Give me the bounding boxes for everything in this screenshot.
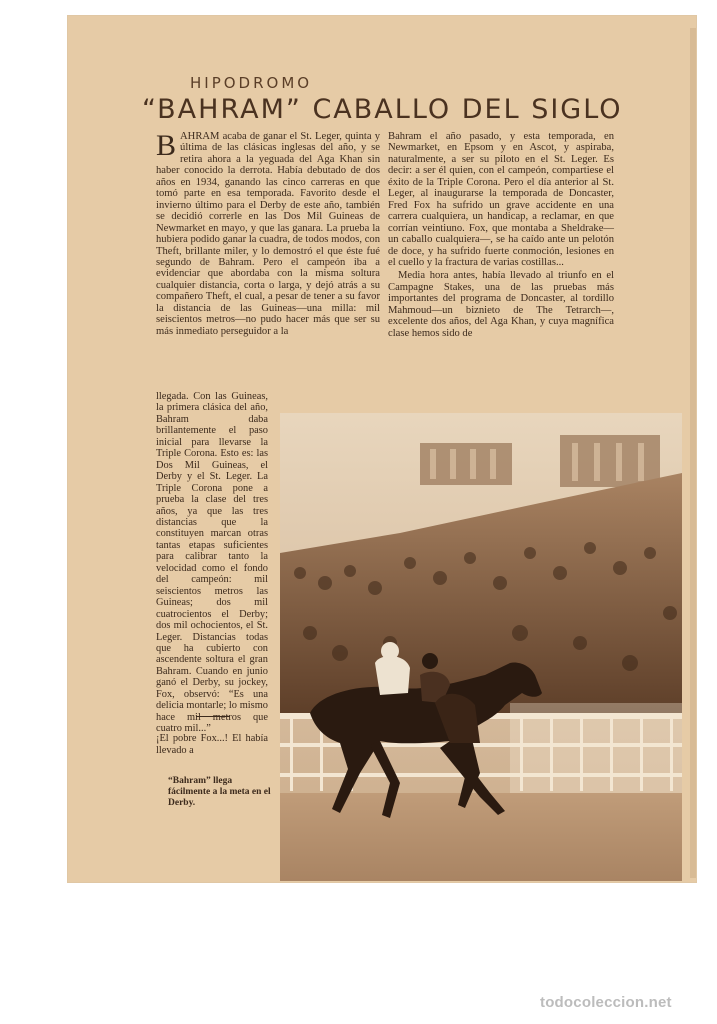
- watermark: todocoleccion.net: [540, 994, 672, 1011]
- column-1-narrow-text: llegada. Con las Guineas, la primera clásica del año, Bahram daba brillantemente el paso inicial para llevarse la Triple Corona. Esto es: las Dos Mil Guineas, el Derby y el St. Leger. La Triple Corona pone a prueba la clase del tres años, ya que las tres distancias que la constituyen marcan otras tantas etapas suficientes para calibrar tanto la velocidad como el fondo del campeón: mil seiscientos metros las Guineas; dos mil cuatrocientos el Derby; dos mil ochocientos, el St. Leger. Distancias todas que ha cubierto con ascendente soltura el gran Bahram. Cuando en junio ganó el Derby, su jockey, Fox, observó: “Es una delicia montarle; lo mismo hace mil metros que cuatro mil...”: [156, 391, 268, 735]
- column-1-text: AHRAM acaba de ganar el St. Leger, quinta y última de las clásicas inglesas del año, y se retira ahora a la yeguada del Aga Khan sin haber conocido la derrota. Había debutado de dos años en 1934, ganando las cinco carreras en que tomó parte en esa temporada. Favorito desde el invierno último para el Derby de este año, también se decidió correrle en las Dos Mil Guineas de Newmarket en mayo, y que las ganara. La prueba la hubiera podido ganar la cuadra, de todos modos, con Theft, brillante miler, y lo demostró el que éste fué segundo de Bahram. Pero el campeón iba a evidenciar que abordaba con la misma soltura cualquier distancia, corta o larga, y dejó atrás a su compañero Theft, el cual, a pesar de tener a su favor la distancia de las Guineas—una milla: mil seiscientos metros—no pudo hacer más que ser su más inmediato perseguidor a la: [156, 131, 380, 337]
- section-kicker: HIPODROMO: [190, 74, 313, 92]
- section-divider: [196, 716, 230, 717]
- drop-cap: B: [156, 129, 177, 162]
- column-1-top: [156, 131, 380, 391]
- column-2-paragraph-2: Media hora antes, había llevado al triunfo en el Campagne Stakes, una de las pruebas más importantes del programa de Doncaster, al tordillo Mahmoud—un biznieto de The Tetrarch—, excelente dos años, del Aga Khan, y cuya magnífica clase hemos sido de: [388, 270, 614, 339]
- column-2-paragraph-1: Bahram el año pasado, y esta temporada, en Newmarket, en Epsom y en Ascot, y aspiraba, naturalmente, a ser su piloto en el St. Leger. Es decir: a ser él quien, con el campeón, compartiese el éxito de la Triple Corona. Pero el día anterior al St. Leger, al inaugurarse la temporada de Doncaster, Fred Fox ha sufrido un grave accidente en una carrera cualquiera, un handicap, a reclamar, en que corrían veintiuno. Fox, que montaba a Sheldrake—un caballo cualquiera—, se ha caído ante un pelotón de doce, y ha sufrido fuerte conmoción, lesiones en el cuello y la fractura de varias costillas...: [388, 131, 614, 268]
- photo-caption: “Bahram” llega fácilmente a la meta en el Derby.: [168, 776, 271, 808]
- derby-finish-photo: [280, 413, 682, 881]
- column-1-narrow: [156, 391, 268, 735]
- column-1-tail-text: ¡El pobre Fox...! El había llevado a: [156, 733, 268, 756]
- page-edge-shadow: [690, 28, 696, 878]
- article-title: “BAHRAM” CABALLO DEL SIGLO: [142, 94, 623, 125]
- column-2: [388, 131, 614, 413]
